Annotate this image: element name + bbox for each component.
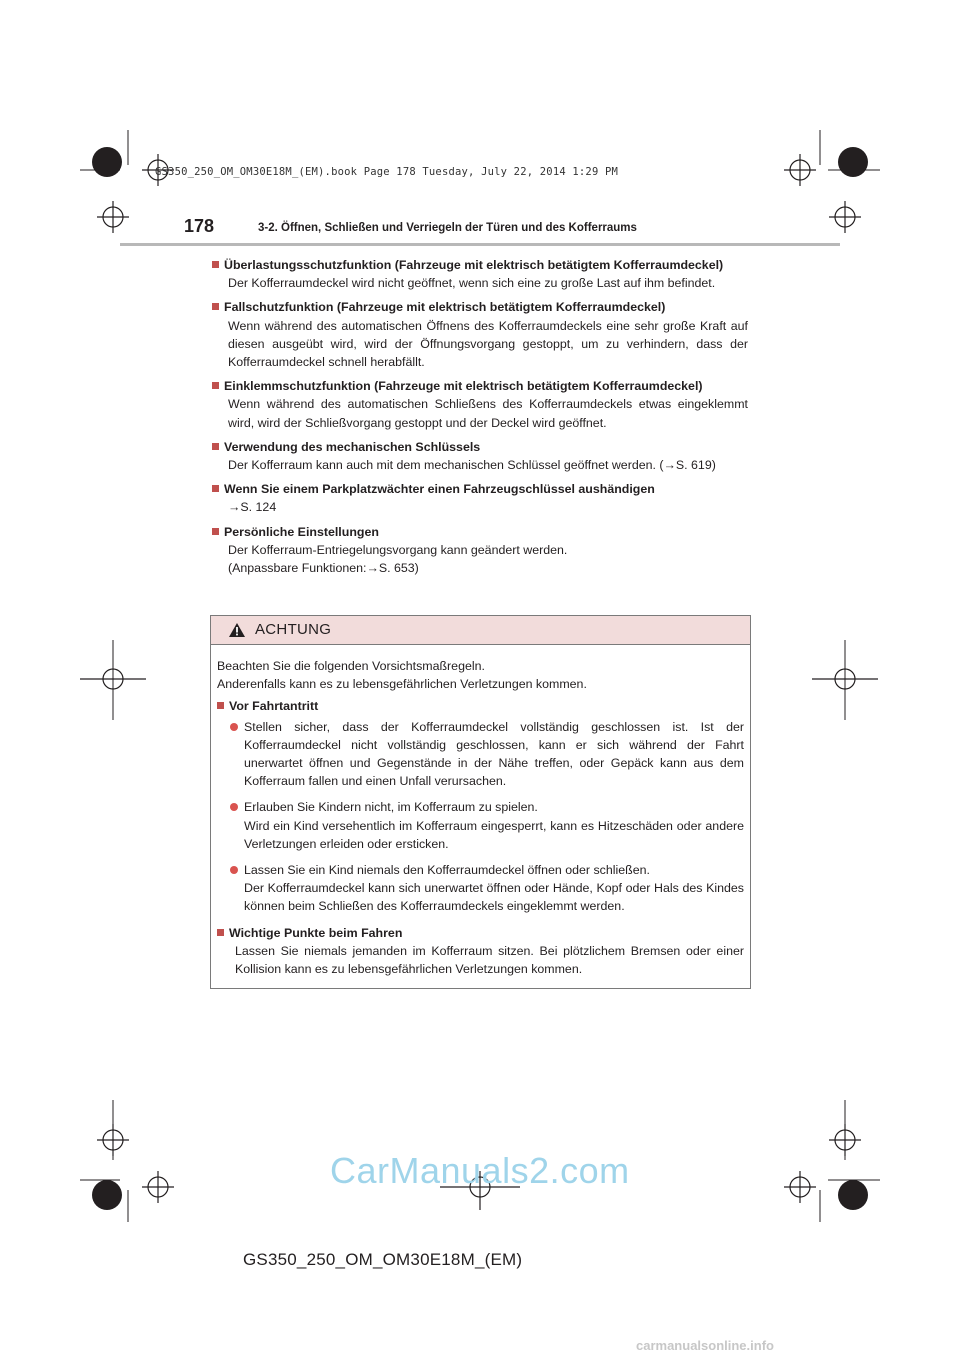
item-jam-protection	[210, 377, 748, 432]
footer-code: GS350_250_OM_OM30E18M_(EM)	[243, 1250, 523, 1269]
warning-header	[211, 616, 750, 645]
page-number: 178	[184, 216, 215, 236]
dot-bullet-icon	[230, 803, 238, 811]
square-bullet-icon	[212, 443, 219, 450]
dot-bullet-icon	[230, 723, 238, 731]
item-title: Wenn Sie einem Parkplatzwächter einen Fahrzeugschlüssel aushändigen	[224, 482, 655, 497]
warning-section-before-driving	[217, 697, 744, 915]
item-title: Persönliche Einstellungen	[224, 524, 379, 539]
warning-bullet: Erlauben Sie Kindern nicht, im Kofferraum zu spielen. Wird ein Kind versehentlich im Kofferraum eingesperrt, kann es Hitzeschäden oder andere Verletzungen erleiden oder ersticken.	[230, 798, 744, 853]
square-bullet-icon	[212, 382, 219, 389]
watermark: CarManuals2.com	[330, 1150, 630, 1191]
item-body: Wenn während des automatischen Öffnens des Kofferraumdeckels eine sehr große Kraft auf diesen ausgeübt wird, wird der Öffnungsvorgang gestoppt, um zu verhindern, dass der Kofferraumdeckel schnell herabfällt.	[228, 318, 748, 370]
item-valet	[210, 480, 748, 516]
square-bullet-icon	[212, 528, 219, 535]
item-body: Der Kofferraumdeckel wird nicht geöffnet, wenn sich eine zu große Last auf ihm befindet.	[228, 276, 716, 291]
item-body: Der Kofferraum-Entriegelungsvorgang kann geändert werden. (Anpassbare Funktionen:→S. 653)	[228, 542, 568, 576]
warning-bullet: Stellen sicher, dass der Kofferraumdeckel vollständig geschlossen ist. Ist der Kofferraumdeckel nicht vollständig geschlossen, kann er sich während der Fahrt unerwartet öffnen und Gegenstände in der Nähe treffen, oder Gepäck kann aus dem Kofferraum fallen und einen Unfall verursachen.	[230, 718, 744, 791]
warning-section-while-driving	[217, 924, 744, 979]
item-body: Der Kofferraum kann auch mit dem mechanischen Schlüssel geöffnet werden. (→S. 619)	[228, 458, 716, 473]
item-fall-protection	[210, 298, 748, 371]
section-title: 3-2. Öffnen, Schließen und Verriegeln der Türen und des Kofferraums	[258, 222, 637, 234]
warning-section-body: Lassen Sie niemals jemanden im Kofferraum sitzen. Bei plötzlichem Bremsen oder einer Kollision kann es zu lebensgefährlichen Verletzungen kommen.	[235, 943, 744, 977]
item-title: Einklemmschutzfunktion (Fahrzeuge mit elektrisch betätigtem Kofferraumdeckel)	[224, 379, 703, 394]
square-bullet-icon	[212, 303, 219, 310]
dot-bullet-icon	[230, 866, 238, 874]
warning-section-title: Vor Fahrtantritt	[229, 699, 319, 714]
main-content	[210, 256, 748, 583]
item-overload-protection	[210, 256, 748, 292]
warning-body	[211, 645, 750, 978]
square-bullet-icon	[217, 702, 224, 709]
item-mechanical-key	[210, 438, 748, 474]
warning-intro: Beachten Sie die folgenden Vorsichtsmaßregeln. Anderenfalls kann es zu lebensgefährlichen Verletzungen kommen.	[217, 659, 587, 692]
item-title: Überlastungsschutzfunktion (Fahrzeuge mit elektrisch betätigtem Kofferraumdeckel)	[224, 258, 724, 272]
square-bullet-icon	[212, 485, 219, 492]
warning-section-title: Wichtige Punkte beim Fahren	[229, 925, 403, 940]
warning-box	[210, 615, 751, 989]
warning-title: ACHTUNG	[255, 621, 332, 638]
item-personal-settings	[210, 523, 748, 578]
print-info: GS350_250_OM_OM30E18M_(EM).book Page 178 Tuesday, July 22, 2014 1:29 PM	[155, 166, 619, 178]
warning-triangle-icon	[228, 622, 246, 638]
item-body: →S. 124	[228, 500, 277, 515]
item-title: Verwendung des mechanischen Schlüssels	[224, 439, 481, 454]
footer-site-link[interactable]: carmanualsonline.info	[636, 1338, 774, 1353]
item-body: Wenn während des automatischen Schließens des Kofferraumdeckels etwas eingeklemmt wird, wird der Schließvorgang gestoppt und der Deckel wird geöffnet.	[228, 397, 748, 430]
item-title: Fallschutzfunktion (Fahrzeuge mit elektrisch betätigtem Kofferraumdeckel)	[224, 300, 666, 315]
warning-bullet: Lassen Sie ein Kind niemals den Kofferraumdeckel öffnen oder schließen. Der Kofferraumdeckel kann sich unerwartet öffnen oder Hände, Kopf oder Hals des Kindes können beim Schließen des Kofferraumdeckels eingeklemmt werden.	[230, 861, 744, 916]
header-rule	[120, 243, 840, 246]
square-bullet-icon	[217, 929, 224, 936]
square-bullet-icon	[212, 261, 219, 268]
